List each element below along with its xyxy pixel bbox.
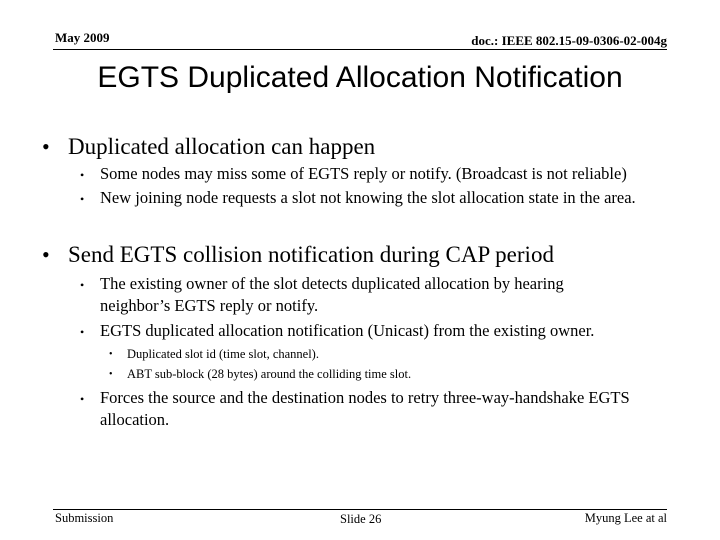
sub-bullet-new-node bbox=[80, 187, 700, 209]
bullet-text: Send EGTS collision notification during CAP period bbox=[68, 242, 554, 267]
bullet-text: ABT sub-block (28 bytes) around the colliding time slot. bbox=[127, 367, 412, 381]
bullet-marker: • bbox=[80, 325, 85, 339]
header-doc-id: doc.: IEEE 802.15-09-0306-02-004g bbox=[471, 33, 667, 48]
sub-bullet-retry-handshake bbox=[80, 387, 700, 431]
bullet-text-line-2: neighbor’s EGTS reply or notify. bbox=[100, 296, 319, 315]
bullet-marker: • bbox=[109, 349, 113, 360]
slide-title: EGTS Duplicated Allocation Notification bbox=[97, 61, 623, 94]
bullet-marker: • bbox=[80, 192, 85, 206]
bullet-marker: • bbox=[109, 369, 113, 380]
sub-bullet-existing-owner bbox=[80, 273, 700, 317]
bullet-text: Some nodes may miss some of EGTS reply or notify. (Broadcast is not reliable) bbox=[100, 164, 627, 183]
bullet-text-line-2: allocation. bbox=[100, 410, 170, 429]
bullet-text: New joining node requests a slot not knowing the slot allocation state in the area. bbox=[100, 188, 636, 207]
bullet-text: Duplicated allocation can happen bbox=[68, 134, 376, 159]
bullet-collision-notification bbox=[42, 241, 682, 269]
sub-sub-bullet-abt-sub-block bbox=[109, 365, 669, 384]
bullet-duplicated-allocation bbox=[42, 133, 682, 161]
header-date: May 2009 bbox=[55, 30, 110, 45]
bullet-marker: • bbox=[42, 242, 50, 267]
footer-author: Myung Lee at al bbox=[584, 511, 667, 525]
bullet-text: EGTS duplicated allocation notification (Unicast) from the existing owner. bbox=[100, 321, 595, 340]
footer-divider bbox=[53, 509, 667, 510]
footer-slide-number: Slide 26 bbox=[340, 512, 382, 526]
sub-bullet-unicast-notification bbox=[80, 320, 700, 342]
bullet-text-line-1: The existing owner of the slot detects duplicated allocation by hearing bbox=[100, 274, 564, 293]
sub-sub-bullet-slot-id bbox=[109, 345, 669, 364]
sub-bullet-miss-reply bbox=[80, 163, 700, 185]
bullet-marker: • bbox=[80, 392, 85, 406]
bullet-text-line-1: Forces the source and the destination nodes to retry three-way-handshake EGTS bbox=[100, 388, 630, 407]
header-divider bbox=[53, 49, 667, 50]
bullet-marker: • bbox=[42, 134, 50, 159]
bullet-text: Duplicated slot id (time slot, channel). bbox=[127, 347, 319, 361]
bullet-marker: • bbox=[80, 278, 85, 292]
footer-submission: Submission bbox=[55, 511, 114, 525]
bullet-marker: • bbox=[80, 168, 85, 182]
